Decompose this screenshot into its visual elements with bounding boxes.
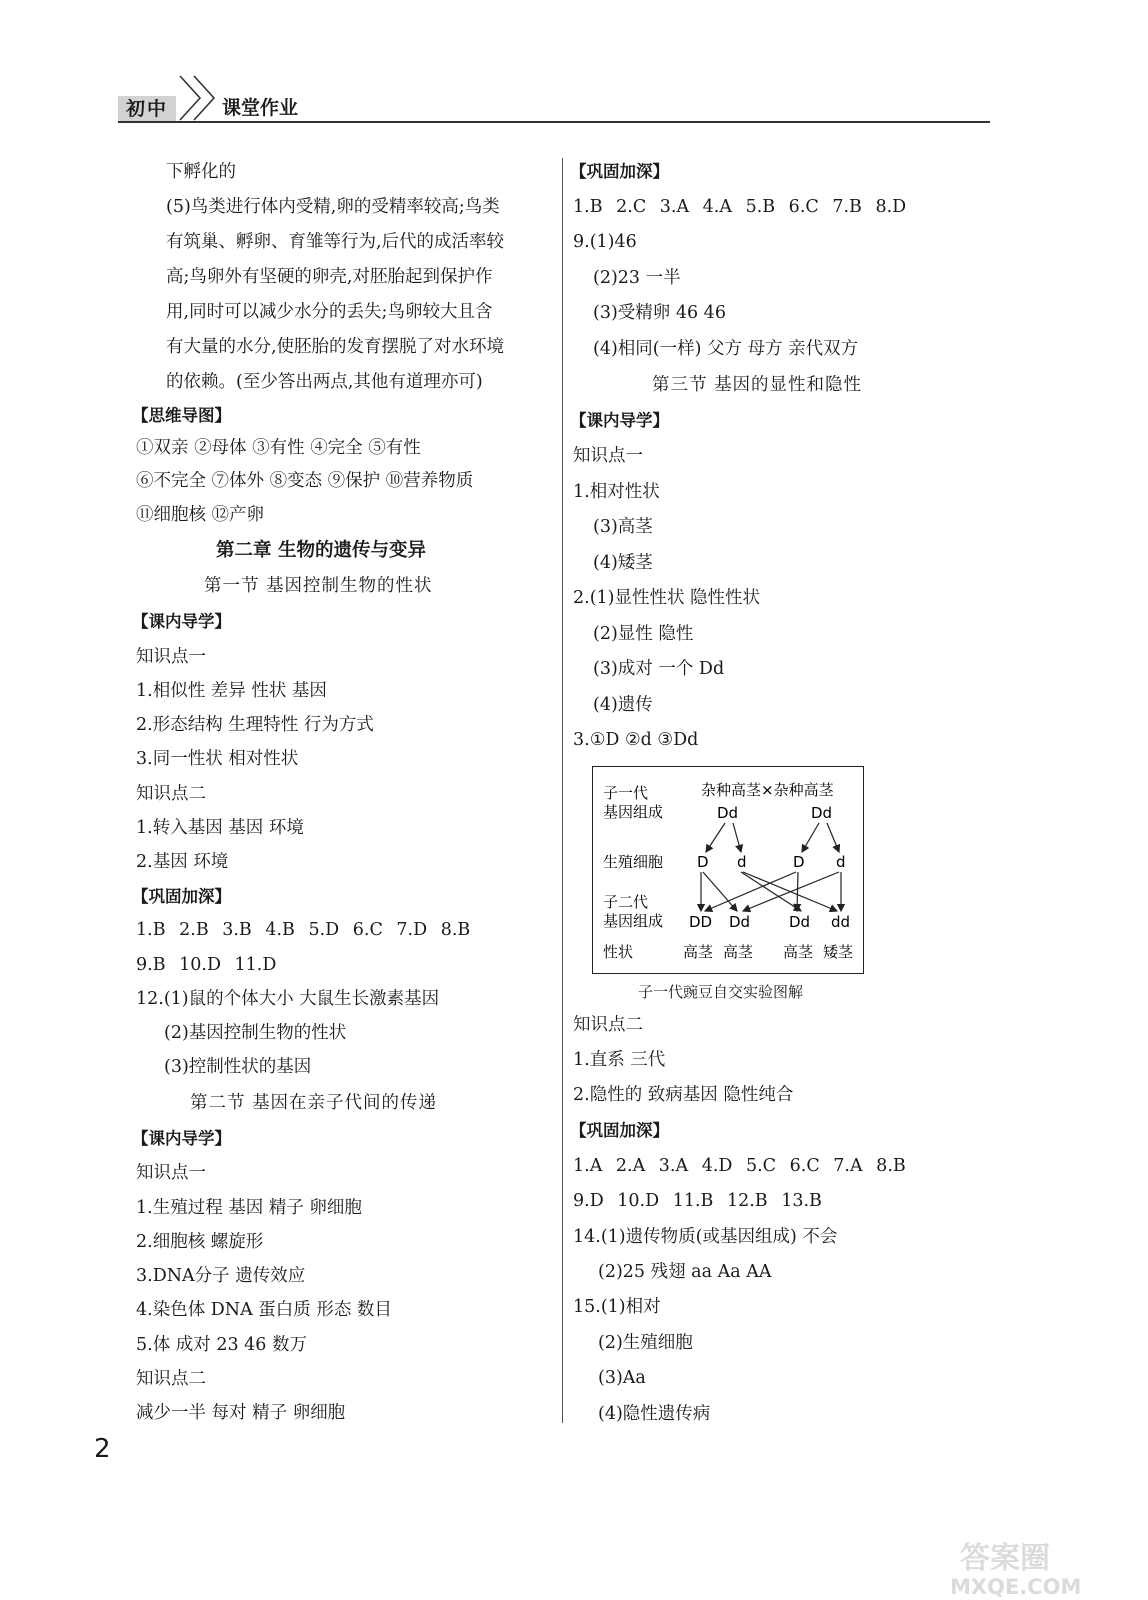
gamete: d <box>836 853 846 871</box>
knowledge-point: 知识点一 <box>573 446 643 466</box>
text-line: (5)鸟类进行体内受精,卵的受精率较高;鸟类 <box>166 197 500 217</box>
knowledge-point: 知识点一 <box>136 647 206 667</box>
text-line: (2)23 一半 <box>593 268 681 288</box>
page-number: 2 <box>94 1434 111 1464</box>
section-heading: 【课内导学】 <box>132 612 231 631</box>
text-line: 2.(1)显性性状 隐性性状 <box>573 588 761 608</box>
text-line: (2)生殖细胞 <box>598 1333 693 1353</box>
text-line: 下孵化的 <box>166 162 236 182</box>
offspring-genotype: Dd <box>729 913 751 931</box>
gamete: D <box>697 853 709 871</box>
section-title: 第三节 基因的显性和隐性 <box>652 375 863 395</box>
section-title: 第二节 基因在亲子代间的传递 <box>190 1093 438 1113</box>
text-line: (3)成对 一个 Dd <box>593 659 725 679</box>
text-line: 1.生殖过程 基因 精子 卵细胞 <box>136 1198 362 1218</box>
gamete: d <box>737 853 747 871</box>
knowledge-point: 知识点二 <box>136 784 206 804</box>
text-line: (4)隐性遗传病 <box>598 1404 711 1424</box>
column-divider <box>562 158 563 1423</box>
text-line: 用,同时可以减少水分的丢失;鸟卵较大且含 <box>166 302 493 322</box>
gamete: D <box>793 853 805 871</box>
text-line: ⑥不完全 ⑦体外 ⑧变态 ⑨保护 ⑩营养物质 <box>136 471 474 491</box>
text-line: (4)遗传 <box>593 695 653 715</box>
section-heading: 【巩固加深】 <box>570 1121 669 1140</box>
text-line: ①双亲 ②母体 ③有性 ④完全 ⑤有性 <box>136 438 421 458</box>
text-line: (4)相同(一样) 父方 母方 亲代双方 <box>593 339 859 359</box>
offspring-trait: 高茎 <box>783 943 814 961</box>
text-line: (4)矮茎 <box>593 553 653 573</box>
text-line: ⑪细胞核 ⑫产卵 <box>136 505 265 525</box>
label-germ-cells: 生殖细胞 <box>603 853 664 871</box>
offspring-genotype: DD <box>689 913 713 931</box>
cross-label: 杂种高茎×杂种高茎 <box>701 781 834 799</box>
offspring-genotype: Dd <box>789 913 811 931</box>
offspring-trait: 矮茎 <box>823 943 854 961</box>
text-line: 2.基因 环境 <box>136 852 229 872</box>
offspring-genotype: dd <box>831 913 851 931</box>
answer-line: 1.B 2.C 3.A 4.A 5.B 6.C 7.B 8.D <box>573 197 907 217</box>
text-line: 4.染色体 DNA 蛋白质 形态 数目 <box>136 1300 392 1320</box>
text-line: 15.(1)相对 <box>573 1297 661 1317</box>
text-line: (2)显性 隐性 <box>593 624 694 644</box>
section-heading: 【课内导学】 <box>132 1129 231 1148</box>
text-line: (3)控制性状的基因 <box>164 1057 312 1077</box>
label-gen1-genotype: 基因组成 <box>603 803 664 821</box>
text-line: 2.细胞核 螺旋形 <box>136 1232 264 1252</box>
text-line: 5.体 成对 23 46 数万 <box>136 1335 307 1355</box>
text-line: 2.形态结构 生理特性 行为方式 <box>136 715 374 735</box>
knowledge-point: 知识点二 <box>136 1369 206 1389</box>
cross-diagram-svg <box>593 767 863 972</box>
section-heading: 【巩固加深】 <box>570 162 669 181</box>
text-line: 3.①D ②d ③Dd <box>573 730 699 750</box>
text-line: 2.隐性的 致病基因 隐性纯合 <box>573 1085 794 1105</box>
cross-diagram <box>592 766 864 974</box>
label-gen2: 子二代 <box>603 893 649 911</box>
watermark-bottom: MXQE.COM <box>950 1575 1082 1598</box>
figure-caption: 子一代豌豆自交实验图解 <box>638 983 804 1001</box>
text-line: (3)高茎 <box>593 517 653 537</box>
watermark-logo <box>950 1538 1140 1598</box>
text-line: 高;鸟卵外有坚硬的卵壳,对胚胎起到保护作 <box>166 267 493 287</box>
header-title: 课堂作业 <box>222 97 299 119</box>
answer-line: 9.D 10.D 11.B 12.B 13.B <box>573 1191 822 1211</box>
parent-genotype: Dd <box>811 804 833 822</box>
text-line: 的依赖。(至少答出两点,其他有道理亦可) <box>166 372 483 392</box>
text-line: (2)基因控制生物的性状 <box>164 1023 347 1043</box>
chevron-double-icon <box>176 74 220 122</box>
text-line: 9.(1)46 <box>573 232 637 252</box>
answer-line: 1.B 2.B 3.B 4.B 5.D 6.C 7.D 8.B <box>136 920 471 940</box>
text-line: 1.相似性 差异 性状 基因 <box>136 681 327 701</box>
text-line: 14.(1)遗传物质(或基因组成) 不会 <box>573 1227 838 1247</box>
label-gen2-genotype: 基因组成 <box>603 912 664 930</box>
section-heading: 【巩固加深】 <box>132 887 231 906</box>
text-line: (2)25 残翅 aa Aa AA <box>598 1262 772 1282</box>
text-line: 减少一半 每对 精子 卵细胞 <box>136 1403 346 1423</box>
chapter-title: 第二章 生物的遗传与变异 <box>216 540 426 561</box>
text-line: 3.同一性状 相对性状 <box>136 749 299 769</box>
text-line: 1.相对性状 <box>573 482 660 502</box>
watermark-top: 答案圈 <box>960 1541 1050 1576</box>
section-heading: 【课内导学】 <box>570 411 669 430</box>
text-line: (3)Aa <box>598 1368 646 1388</box>
label-gen1: 子一代 <box>603 784 649 802</box>
text-line: 有筑巢、孵卵、育雏等行为,后代的成活率较 <box>166 232 505 252</box>
text-line: 1.直系 三代 <box>573 1050 666 1070</box>
text-line: 3.DNA分子 遗传效应 <box>136 1266 306 1286</box>
text-line: 12.(1)鼠的个体大小 大鼠生长激素基因 <box>136 989 440 1009</box>
knowledge-point: 知识点二 <box>573 1015 643 1035</box>
offspring-trait: 高茎 <box>723 943 754 961</box>
section-heading: 【思维导图】 <box>132 406 231 425</box>
answer-line: 9.B 10.D 11.D <box>136 955 277 975</box>
knowledge-point: 知识点一 <box>136 1163 206 1183</box>
header-rule <box>118 121 990 123</box>
answer-line: 1.A 2.A 3.A 4.D 5.C 6.C 7.A 8.B <box>573 1156 906 1176</box>
header-badge: 初中 <box>118 96 176 122</box>
parent-genotype: Dd <box>717 804 739 822</box>
text-line: 1.转入基因 基因 环境 <box>136 818 304 838</box>
label-trait: 性状 <box>603 943 634 961</box>
text-line: (3)受精卵 46 46 <box>593 303 726 323</box>
offspring-trait: 高茎 <box>683 943 714 961</box>
section-title: 第一节 基因控制生物的性状 <box>204 576 433 596</box>
text-line: 有大量的水分,使胚胎的发育摆脱了对水环境 <box>166 337 505 357</box>
